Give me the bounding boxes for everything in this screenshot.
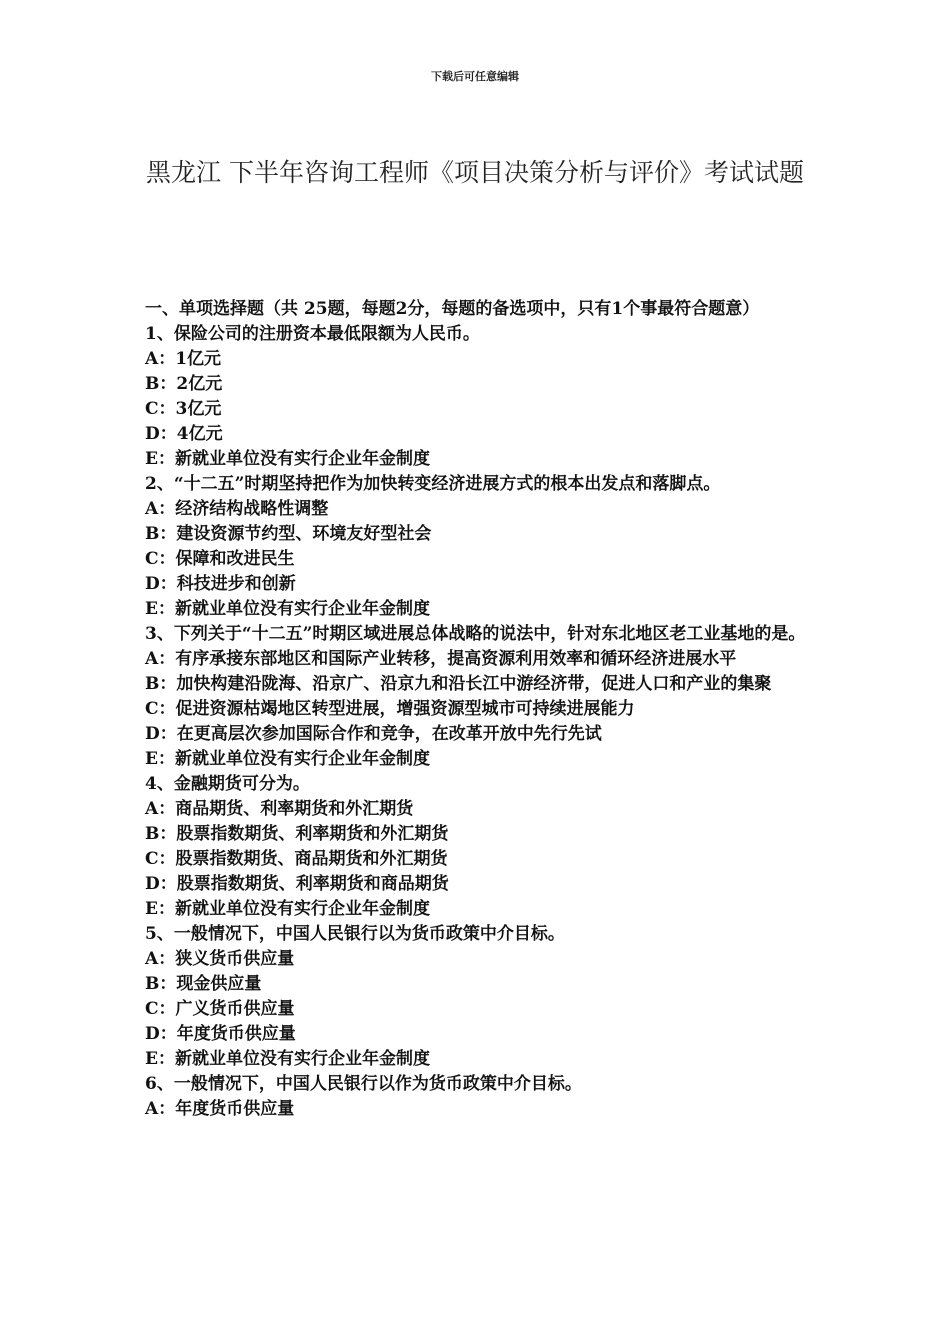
question-stem: 4、金融期货可分为。: [145, 774, 310, 794]
section-heading: 一、单项选择题（共 25题，每题2分，每题的备选项中，只有1个事最符合题意）: [145, 299, 760, 319]
answer-option: C：股票指数期货、商品期货和外汇期货: [145, 849, 448, 869]
answer-option: A：狭义货币供应量: [145, 949, 295, 969]
question-block: [145, 1072, 810, 1122]
answer-option: B：建设资源节约型、环境友好型社会: [145, 524, 432, 544]
question-block: [145, 772, 810, 922]
question-stem: 3、下列关于“十二五”时期区域进展总体战略的说法中，针对东北地区老工业基地的是。: [145, 624, 806, 644]
answer-option: A：年度货币供应量: [145, 1099, 295, 1119]
answer-option: D：科技进步和创新: [145, 574, 296, 594]
answer-option: E：新就业单位没有实行企业年金制度: [145, 599, 430, 619]
question-block: [145, 622, 810, 772]
answer-option: C：保障和改进民生: [145, 549, 295, 569]
answer-option: B：加快构建沿陇海、沿京广、沿京九和沿长江中游经济带，促进人口和产业的集聚: [145, 674, 772, 694]
question-stem: 5、一般情况下，中国人民银行以为货币政策中介目标。: [145, 924, 565, 944]
answer-option: A：商品期货、利率期货和外汇期货: [145, 799, 414, 819]
answer-option: B：现金供应量: [145, 974, 262, 994]
answer-option: A：经济结构战略性调整: [145, 499, 329, 519]
answer-option: A：有序承接东部地区和国际产业转移，提高资源利用效率和循环经济进展水平: [145, 649, 737, 669]
answer-option: A：1亿元: [145, 349, 222, 369]
question-stem: 2、“十二五”时期坚持把作为加快转变经济进展方式的根本出发点和落脚点。: [145, 474, 721, 494]
question-block: [145, 472, 810, 622]
question-list: [145, 322, 810, 1122]
answer-option: B：股票指数期货、利率期货和外汇期货: [145, 824, 449, 844]
answer-option: D：年度货币供应量: [145, 1024, 296, 1044]
question-block: [145, 322, 810, 472]
exam-content: [145, 297, 810, 1122]
answer-option: D：股票指数期货、利率期货和商品期货: [145, 874, 449, 894]
header-note: 下载后可任意编辑: [431, 70, 519, 83]
answer-option: D：4亿元: [145, 424, 223, 444]
answer-option: E：新就业单位没有实行企业年金制度: [145, 449, 430, 469]
answer-option: D：在更高层次参加国际合作和竞争，在改革开放中先行先试: [145, 724, 602, 744]
answer-option: B：2亿元: [145, 374, 223, 394]
question-block: [145, 922, 810, 1072]
answer-option: C：促进资源枯竭地区转型进展，增强资源型城市可持续进展能力: [145, 699, 635, 719]
question-stem: 6、一般情况下，中国人民银行以作为货币政策中介目标。: [145, 1074, 582, 1094]
document-title: 黑龙江 下半年咨询工程师《项目决策分析与评价》考试试题: [146, 158, 804, 187]
answer-option: C：3亿元: [145, 399, 222, 419]
answer-option: E：新就业单位没有实行企业年金制度: [145, 1049, 430, 1069]
answer-option: E：新就业单位没有实行企业年金制度: [145, 899, 430, 919]
question-stem: 1、保险公司的注册资本最低限额为人民币。: [145, 324, 480, 344]
answer-option: C：广义货币供应量: [145, 999, 295, 1019]
answer-option: E：新就业单位没有实行企业年金制度: [145, 749, 430, 769]
